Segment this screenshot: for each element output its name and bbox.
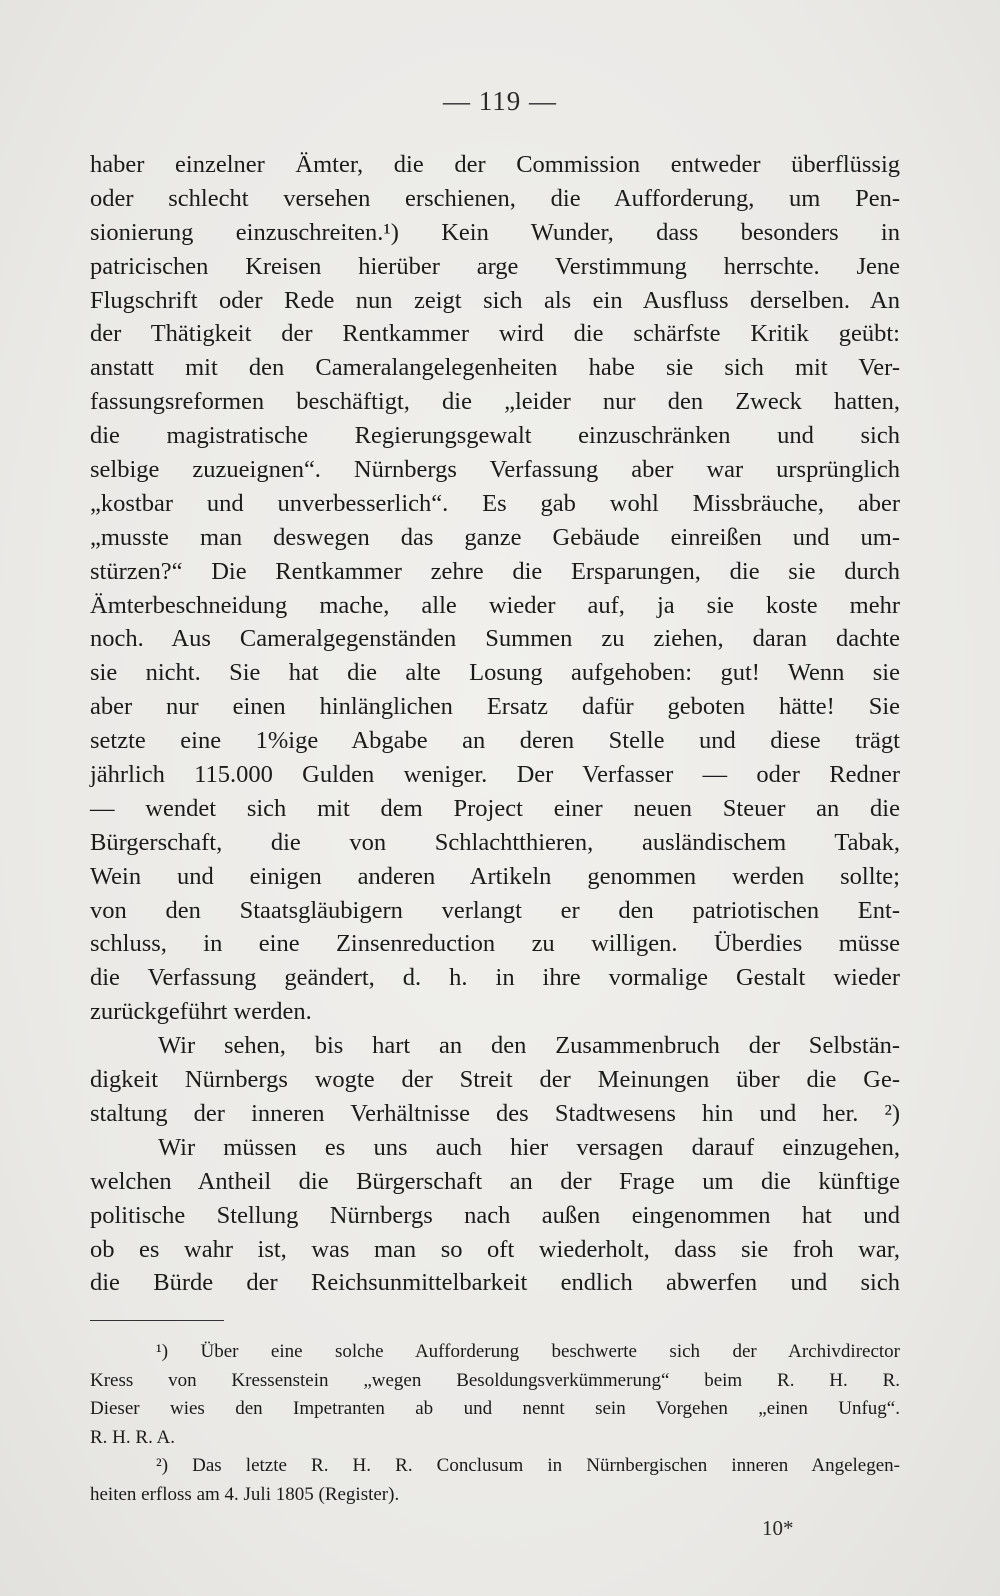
footnote-line: Dieser wies den Impetranten ab und nennt sein Vorgehen „einen Unfug“. [90,1398,900,1419]
text-line: stürzen?“ Die Rentkammer zehre die Ersparungen, die sie durch [90,557,900,585]
page-number: — 119 — [443,86,557,116]
text-line: Flugschrift oder Rede nun zeigt sich als ein Ausfluss derselben. An [90,286,900,314]
text-line: sionierung einzuschreiten.¹) Kein Wunder, dass besonders in [90,218,900,246]
text-line: patricischen Kreisen hierüber arge Verstimmung herrschte. Jene [90,252,900,280]
footnote-line: ²) Das letzte R. H. R. Conclusum in Nürnbergischen inneren Angelegen- [156,1455,900,1476]
text-line: jährlich 115.000 Gulden weniger. Der Verfasser — oder Redner [90,761,900,789]
footnote-divider [90,1320,224,1321]
text-line: schluss, in eine Zinsenreduction zu willigen. Überdies müsse [90,930,900,958]
text-line: der Thätigkeit der Rentkammer wird die schärfste Kritik geübt: [90,320,900,348]
body-text [90,148,900,1300]
text-line: anstatt mit den Cameralangelegenheiten habe sie sich mit Ver- [90,354,900,382]
text-line: die Verfassung geändert, d. h. in ihre vormalige Gestalt wieder [90,964,900,992]
text-line: — wendet sich mit dem Project einer neuen Steuer an die [90,794,900,822]
printer-signature: 10* [762,1516,794,1540]
text-line: politische Stellung Nürnbergs nach außen eingenommen hat und [90,1201,900,1229]
text-line: ob es wahr ist, was man so oft wiederholt, dass sie froh war, [90,1235,900,1263]
text-line: oder schlecht versehen erschienen, die Aufforderung, um Pen- [90,184,900,212]
text-line: von den Staatsgläubigern verlangt er den patriotischen Ent- [90,896,900,924]
text-line: Ämterbeschneidung mache, alle wieder auf, ja sie koste mehr [90,591,900,619]
text-line: digkeit Nürnbergs wogte der Streit der Meinungen über die Ge- [90,1066,900,1094]
text-line: haber einzelner Ämter, die der Commission entweder überflüssig [90,151,900,178]
paragraph-end-line: staltung der inneren Verhältnisse des Stadtwesens hin und her. ²) [90,1099,900,1127]
text-line: fassungsreformen beschäftigt, die „leider nur den Zweck hatten, [90,388,900,416]
text-line: noch. Aus Cameralgegenständen Summen zu ziehen, daran dachte [90,625,900,653]
footnote-line: ¹) Über eine solche Aufforderung beschwerte sich der Archivdirector [156,1341,900,1362]
paragraph-start-line: Wir sehen, bis hart an den Zusammenbruch der Selbstän- [158,1032,900,1060]
text-line: welchen Antheil die Bürgerschaft an der Frage um die künftige [90,1167,900,1195]
text-line: setzte eine 1%ige Abgabe an deren Stelle und diese trägt [90,727,900,755]
text-line: Bürgerschaft, die von Schlachtthieren, ausländischem Tabak, [90,828,900,856]
text-line: „musste man deswegen das ganze Gebäude einreißen und um- [90,523,900,551]
text-line: die Bürde der Reichsunmittelbarkeit endlich abwerfen und sich [90,1269,900,1297]
paragraph-start-line: Wir müssen es uns auch hier versagen darauf einzugehen, [158,1133,900,1161]
text-line: „kostbar und unverbesserlich“. Es gab wohl Missbräuche, aber [90,489,900,517]
paragraph-end-line: zurückgeführt werden. [90,998,312,1026]
footnotes [90,1338,900,1509]
footnote-line: R. H. R. A. [90,1426,175,1448]
text-line: die magistratische Regierungsgewalt einzuschränken und sich [90,422,900,450]
footnote-line: heiten erfloss am 4. Juli 1805 (Register). [90,1483,400,1505]
text-line: selbige zuzueignen“. Nürnbergs Verfassung aber war ursprünglich [90,456,900,484]
text-line: sie nicht. Sie hat die alte Losung aufgehoben: gut! Wenn sie [90,659,900,687]
text-line: aber nur einen hinlänglichen Ersatz dafür geboten hätte! Sie [90,693,900,721]
footnote-line: Kress von Kressenstein „wegen Besoldungsverkümmerung“ beim R. H. R. [90,1369,900,1391]
text-line: Wein und einigen anderen Artikeln genommen werden sollte; [90,862,900,890]
